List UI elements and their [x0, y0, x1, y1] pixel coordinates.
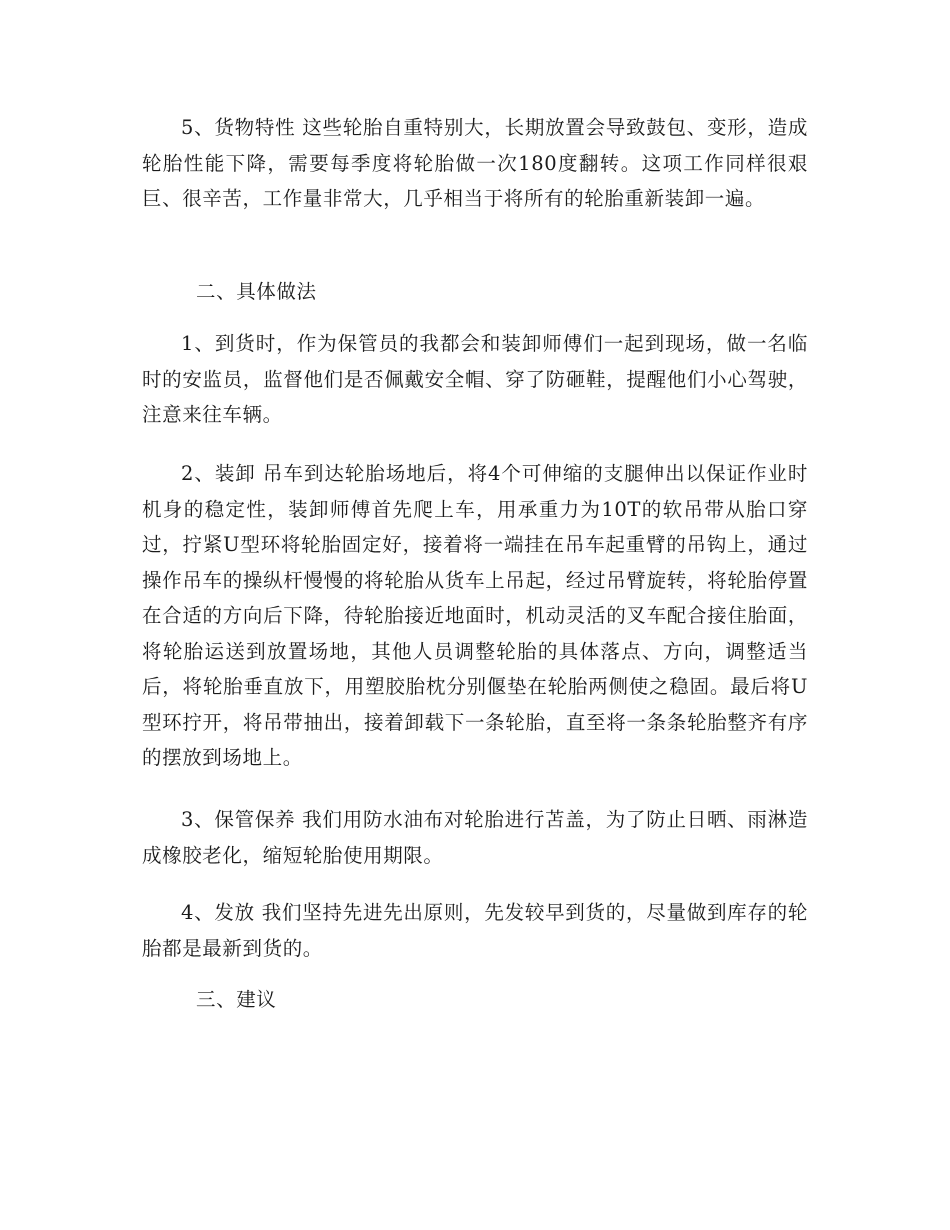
paragraph-distribution: 4、发放 我们坚持先进先出原则，先发较早到货的，尽量做到库存的轮胎都是最新到货的。	[142, 901, 808, 960]
paragraph-loading-unloading: 2、装卸 吊车到达轮胎场地后，将4个可伸缩的支腿伸出以保证作业时机身的稳定性，装卸师傅首先爬上车，用承重力为10T的软吊带从胎口穿过，拧紧U型环将轮胎固定好，接着将一端挂在吊车起重臂的吊钩上，通过操作吊车的操纵杆慢慢的将轮胎从货车上吊起，经过吊臂旋转，将轮胎停置在合适的方向后下降，待轮胎接近地面时，机动灵活的叉车配合接住胎面，将轮胎运送到放置场地，其他人员调整轮胎的具体落点、方向，调整适当后，将轮胎垂直放下，用塑胶胎枕分别偃垫在轮胎两侧使之稳固。最后将U型环拧开，将吊带抽出，接着卸载下一条轮胎，直至将一条条轮胎整齐有序的摆放到场地上。	[142, 462, 808, 769]
paragraph-arrival: 1、到货时，作为保管员的我都会和装卸师傅们一起到现场，做一名临时的安监员，监督他们是否佩戴安全帽、穿了防砸鞋，提醒他们小心驾驶，注意来往车辆。	[142, 332, 808, 426]
heading-suggestions: 三、建议	[196, 988, 277, 1011]
paragraph-storage-maintenance: 3、保管保养 我们用防水油布对轮胎进行苫盖，为了防止日晒、雨淋造成橡胶老化，缩短轮胎使用期限。	[142, 808, 808, 867]
paragraph-cargo-characteristics: 5、货物特性 这些轮胎自重特别大，长期放置会导致鼓包、变形，造成轮胎性能下降，需要每季度将轮胎做一次180度翻转。这项工作同样很艰巨、很辛苦，工作量非常大，几乎相当于将所有的轮胎重新装卸一遍。	[142, 116, 808, 210]
heading-specific-methods: 二、具体做法	[196, 280, 317, 303]
